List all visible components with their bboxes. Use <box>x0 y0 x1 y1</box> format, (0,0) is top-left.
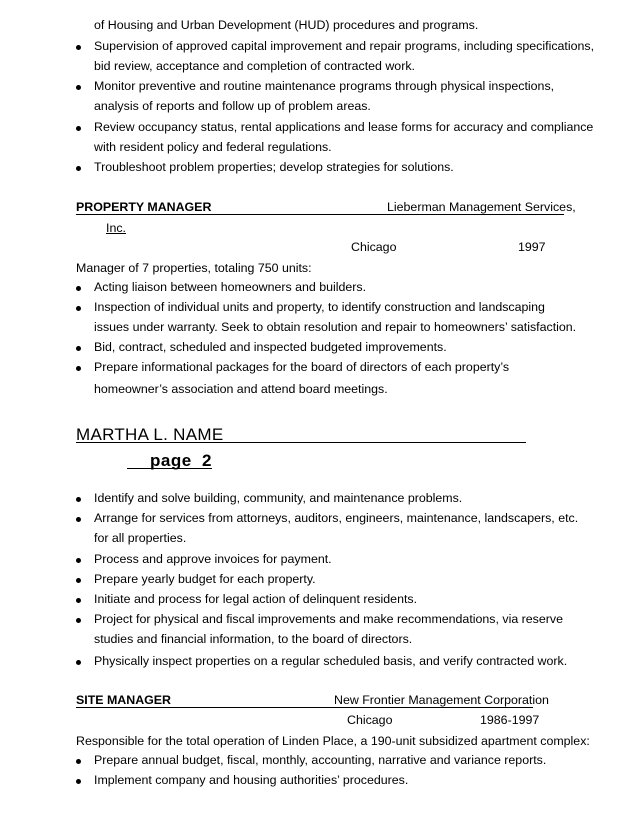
job-title: PROPERTY MANAGER <box>76 200 212 214</box>
job-year: 1997 <box>518 240 546 254</box>
list-item: Bid, contract, scheduled and inspected budgeted improvements. <box>94 340 447 354</box>
list-item-continuation: with resident policy and federal regulations. <box>94 140 332 154</box>
bullet-dot <box>76 517 81 522</box>
job-summary: Responsible for the total operation of Linden Place, a 190-unit subsidized apartment complex: <box>76 734 590 748</box>
list-item: Process and approve invoices for payment. <box>94 552 332 566</box>
bullet-dot <box>76 660 81 665</box>
bullet-dot <box>76 779 81 784</box>
list-item: Initiate and process for legal action of delinquent residents. <box>94 592 418 606</box>
list-item: Prepare informational packages for the board of directors of each property’s <box>94 360 510 374</box>
job-summary: Manager of 7 properties, totaling 750 units: <box>76 261 312 275</box>
list-item: Supervision of approved capital improvement and repair programs, including specifications, <box>94 39 595 53</box>
bullet-dot <box>76 346 81 351</box>
list-item-continuation: studies and financial information, to the board of directors. <box>94 632 413 646</box>
list-item: Troubleshoot problem properties; develop strategies for solutions. <box>94 160 454 174</box>
list-item: Physically inspect properties on a regular scheduled basis, and verify contracted work. <box>94 654 568 668</box>
list-item-continuation: analysis of reports and follow up of problem areas. <box>94 99 371 113</box>
bullet-dot <box>76 558 81 563</box>
bullet-dot <box>76 45 81 50</box>
company-name: Lieberman Management Services, <box>387 200 576 214</box>
job-years: 1986-1997 <box>480 713 540 727</box>
bullet-dot <box>76 126 81 131</box>
list-item: Project for physical and fiscal improvements and make recommendations, via reserve <box>94 612 563 626</box>
list-item: Prepare yearly budget for each property. <box>94 572 316 586</box>
bullet-dot <box>76 618 81 623</box>
bullet-dot <box>76 166 81 171</box>
list-item: Prepare annual budget, fiscal, monthly, accounting, narrative and variance reports. <box>94 753 547 767</box>
job-city: Chicago <box>347 713 393 727</box>
bullet-dot <box>76 598 81 603</box>
bullet-dot <box>76 759 81 764</box>
list-item-continuation: bid review, acceptance and completion of contracted work. <box>94 59 415 73</box>
list-item: Identify and solve building, community, and maintenance problems. <box>94 491 463 505</box>
page-label: page <box>150 451 192 470</box>
bullet-dot <box>76 85 81 90</box>
company-name: New Frontier Management Corporation <box>334 693 549 707</box>
bullet-dot <box>76 578 81 583</box>
list-item-continuation: for all properties. <box>94 531 187 545</box>
company-name-continuation: Inc. <box>106 221 126 235</box>
list-item: Arrange for services from attorneys, auditors, engineers, maintenance, landscapers, etc. <box>94 511 579 525</box>
bullet-dot <box>76 306 81 311</box>
list-item-continuation: homeowner’s association and attend board meetings. <box>94 382 388 396</box>
list-item: Implement company and housing authorities’ procedures. <box>94 773 409 787</box>
job-city: Chicago <box>351 240 397 254</box>
header-underline <box>76 442 526 443</box>
list-item: Acting liaison between homeowners and builders. <box>94 280 367 294</box>
intro-continuation: of Housing and Urban Development (HUD) procedures and programs. <box>94 18 479 32</box>
page-number: 2 <box>202 451 212 470</box>
bullet-dot <box>76 366 81 371</box>
list-item: Review occupancy status, rental applications and lease forms for accuracy and compliance <box>94 120 594 134</box>
job-title: SITE MANAGER <box>76 693 171 707</box>
page-header-name: MARTHA L. NAME <box>76 425 224 444</box>
list-item: Monitor preventive and routine maintenance programs through physical inspections, <box>94 79 555 93</box>
list-item-continuation: issues under warranty. Seek to obtain resolution and repair to homeowners’ satisfaction. <box>94 320 577 334</box>
bullet-dot <box>76 286 81 291</box>
bullet-dot <box>76 497 81 502</box>
list-item: Inspection of individual units and property, to identify construction and landscaping <box>94 300 545 314</box>
